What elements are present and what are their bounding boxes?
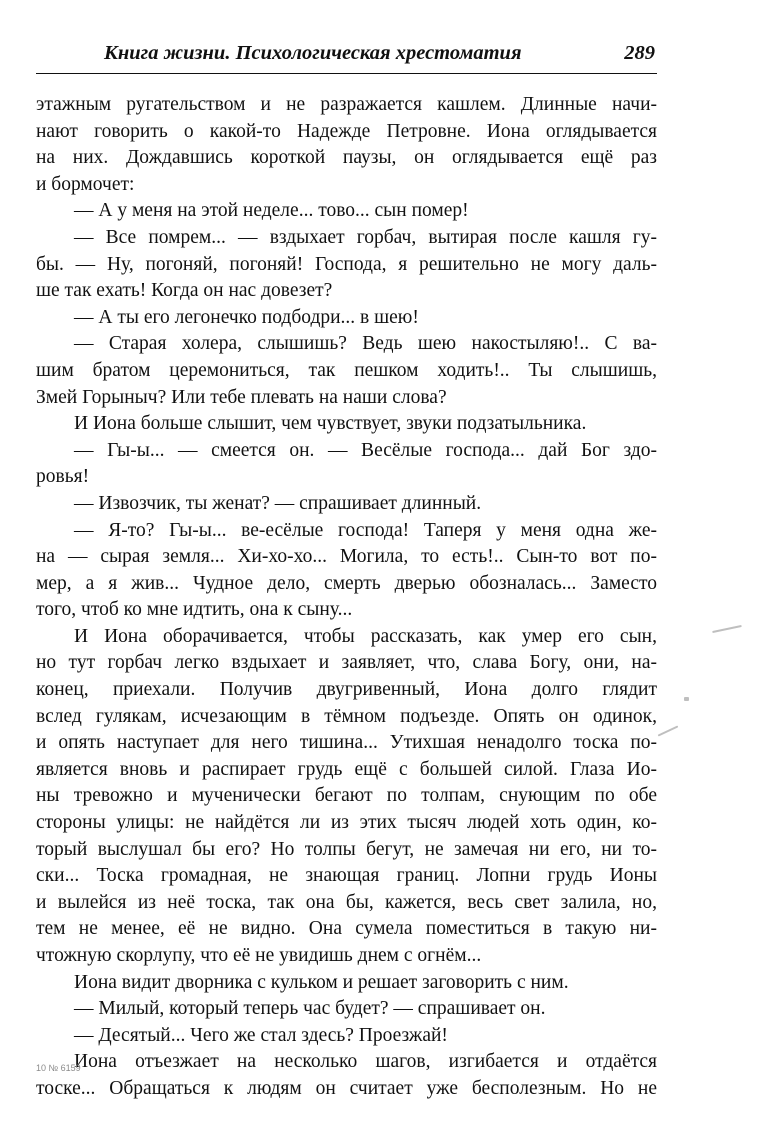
text-line: и бормочет: [36, 173, 135, 195]
text-line: того, чтоб ко мне идтить, она к сыну... [36, 599, 353, 621]
text-line: ны тревожно и мученически бегают по толпам, снующим по обе [36, 785, 657, 807]
text-line: мер, а я жив... Чудное дело, смерть дверью обозналась... Заместо [36, 572, 657, 594]
header-divider [36, 73, 657, 74]
text-line: — Старая холера, слышишь? Ведь шею накостыляю!.. С ва- [74, 333, 657, 355]
text-line: шим братом церемониться, так пешком ходить!.. Ты слышишь, [36, 359, 657, 381]
text-line: на — сырая земля... Хи-хо-хо... Могила, то есть!.. Сын-то вот по- [36, 546, 657, 568]
text-line: — А у меня на этой неделе... тово... сын помер! [74, 200, 469, 222]
text-line: нают говорить о какой-то Надежде Петровне. Иона оглядывается [36, 120, 657, 142]
text-line: Змей Горыныч? Или тебе плевать на наши слова? [36, 386, 447, 408]
margin-scan-mark [712, 625, 742, 633]
book-title: Книга жизни. Психологическая хрестоматия [104, 42, 522, 64]
text-line: торый выслушал бы его? Но толпы бегут, не замечая ни его, ни то- [36, 838, 657, 860]
text-line: — А ты его легонечко подбодри... в шею! [74, 306, 419, 328]
margin-scan-mark [658, 725, 679, 736]
text-line: — Я-то? Гы-ы... ве-есёлые господа! Таперя у меня одна же- [74, 519, 657, 541]
page-number: 289 [624, 42, 655, 64]
text-line: — Все помрем... — вздыхает горбач, вытирая после кашля гу- [74, 226, 657, 248]
text-line: тем не менее, её не видно. Она сумела поместиться в такую ни- [36, 918, 657, 940]
text-line: — Милый, который теперь час будет? — спрашивает он. [74, 998, 546, 1020]
text-line: чтожную скорлупу, что её не увидишь днем с огнём... [36, 945, 482, 966]
running-header [36, 42, 657, 72]
text-line: является вновь и распирает грудь ещё с большей силой. Глаза Ио- [36, 758, 657, 780]
text-line: ровья! [36, 466, 90, 488]
text-line: на них. Дождавшись короткой паузы, он оглядывается ещё раз [36, 147, 657, 169]
text-line: — Извозчик, ты женат? — спрашивает длинный. [74, 492, 482, 514]
text-line: Иона видит дворника с кульком и решает заговорить с ним. [74, 971, 569, 993]
text-line: конец, приехали. Получив двугривенный, Иона долго глядит [36, 679, 657, 701]
text-line: этажным ругательством и не разражается кашлем. Длинные начи- [36, 94, 657, 115]
text-line: ше так ехать! Когда он нас довезет? [36, 280, 333, 302]
text-line: стороны улицы: не найдётся ли из этих тысяч людей хоть один, ко- [36, 812, 657, 834]
text-line: вслед гулякам, исчезающим в тёмном подъезде. Опять он одинок, [36, 705, 657, 727]
text-line: — Гы-ы... — смеется он. — Весёлые господа... дай Бог здо- [74, 439, 657, 461]
text-line: И Иона оборачивается, чтобы рассказать, как умер его сын, [74, 625, 657, 647]
text-line: тоске... Обращаться к людям он считает уже бесполезным. Но не [36, 1077, 657, 1099]
text-line: ски... Тоска громадная, не знающая границ. Лопни грудь Ионы [36, 865, 657, 887]
text-line: и опять наступает для него тишина... Утихшая ненадолго тоска по- [36, 732, 657, 754]
text-line: бы. — Ну, погоняй, погоняй! Господа, я решительно не могу даль- [36, 253, 657, 275]
text-line: Иона отъезжает на несколько шагов, изгибается и отдаётся [74, 1051, 657, 1073]
text-line: — Десятый... Чего же стал здесь? Проезжай! [74, 1024, 448, 1046]
print-code: 10 № 6159 [36, 1063, 81, 1073]
margin-scan-mark [684, 697, 689, 701]
text-line: И Иона больше слышит, чем чувствует, звуки подзатыльника. [74, 413, 587, 435]
text-line: и вылейся из неё тоска, так она бы, кажется, весь свет залила, но, [36, 891, 657, 913]
page-body-text [36, 92, 657, 1103]
text-line: но тут горбач легко вздыхает и заявляет, что, слава Богу, они, на- [36, 652, 657, 674]
